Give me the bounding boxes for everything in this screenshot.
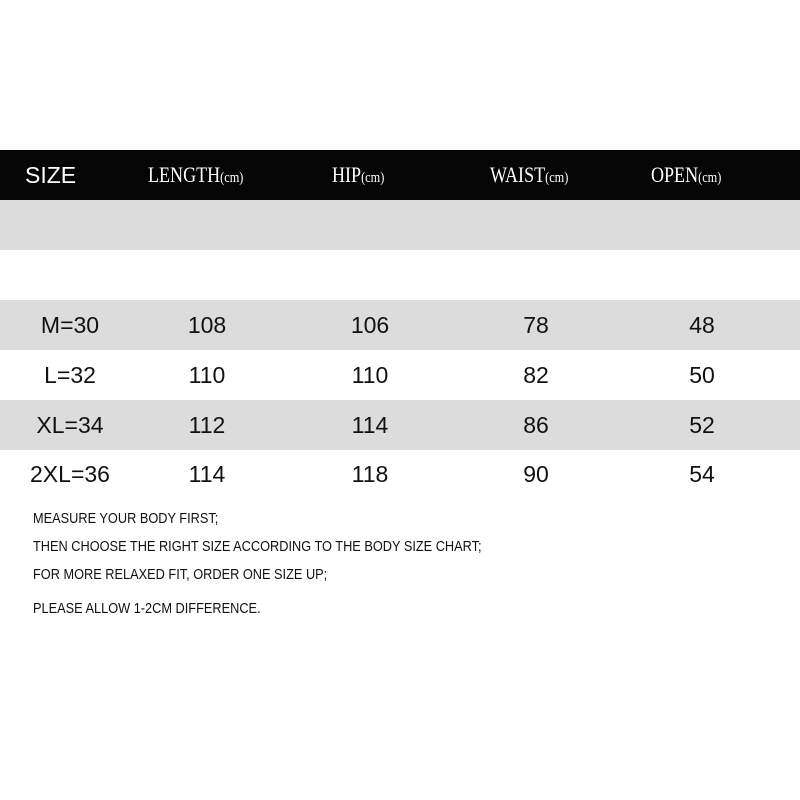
header-open xyxy=(651,150,721,200)
open-cell: 50 xyxy=(689,362,715,388)
hip-cell: 110 xyxy=(351,362,389,388)
header-length-label: LENGTH xyxy=(148,162,221,187)
size-cell: L=32 xyxy=(44,362,96,388)
header-waist-label: WAIST xyxy=(490,162,546,187)
waist-cell: 78 xyxy=(523,312,549,338)
note-choose-size: THEN CHOOSE THE RIGHT SIZE ACCORDING TO THE BODY SIZE CHART; xyxy=(33,539,482,555)
length-cell: 110 xyxy=(188,362,226,388)
length-cell: 114 xyxy=(188,461,226,487)
size-cell: M=30 xyxy=(40,312,100,338)
header-size: SIZE xyxy=(25,162,77,188)
table-row xyxy=(0,350,800,400)
header-waist-unit: (cm) xyxy=(545,170,569,186)
note-relaxed-fit: FOR MORE RELAXED FIT, ORDER ONE SIZE UP; xyxy=(33,567,328,583)
table-row xyxy=(0,400,800,450)
table-row xyxy=(0,449,800,499)
note-difference: PLEASE ALLOW 1-2CM DIFFERENCE. xyxy=(33,601,261,617)
open-cell: 54 xyxy=(689,461,715,487)
hip-cell: 118 xyxy=(351,461,389,487)
header-length xyxy=(148,150,243,200)
waist-cell: 82 xyxy=(523,362,549,388)
header-length-unit: (cm) xyxy=(220,170,244,186)
size-cell: XL=34 xyxy=(36,412,104,438)
hip-cell: 114 xyxy=(351,412,389,438)
header-hip xyxy=(332,150,384,200)
header-open-unit: (cm) xyxy=(698,170,722,186)
size-cell: 2XL=36 xyxy=(30,461,110,487)
waist-cell: 86 xyxy=(523,412,549,438)
hip-cell: 106 xyxy=(350,312,390,338)
length-cell: 108 xyxy=(187,312,227,338)
open-cell: 48 xyxy=(689,312,715,338)
table-row xyxy=(0,300,800,350)
header-hip-label: HIP xyxy=(332,162,362,187)
header-open-label: OPEN xyxy=(651,162,699,187)
header-hip-unit: (cm) xyxy=(361,170,385,186)
empty-gray-band xyxy=(0,200,800,250)
length-cell: 112 xyxy=(188,412,226,438)
waist-cell: 90 xyxy=(523,461,549,487)
open-cell: 52 xyxy=(689,412,715,438)
note-measure: MEASURE YOUR BODY FIRST; xyxy=(33,511,219,527)
size-chart-header xyxy=(0,150,800,200)
header-waist xyxy=(490,150,568,200)
